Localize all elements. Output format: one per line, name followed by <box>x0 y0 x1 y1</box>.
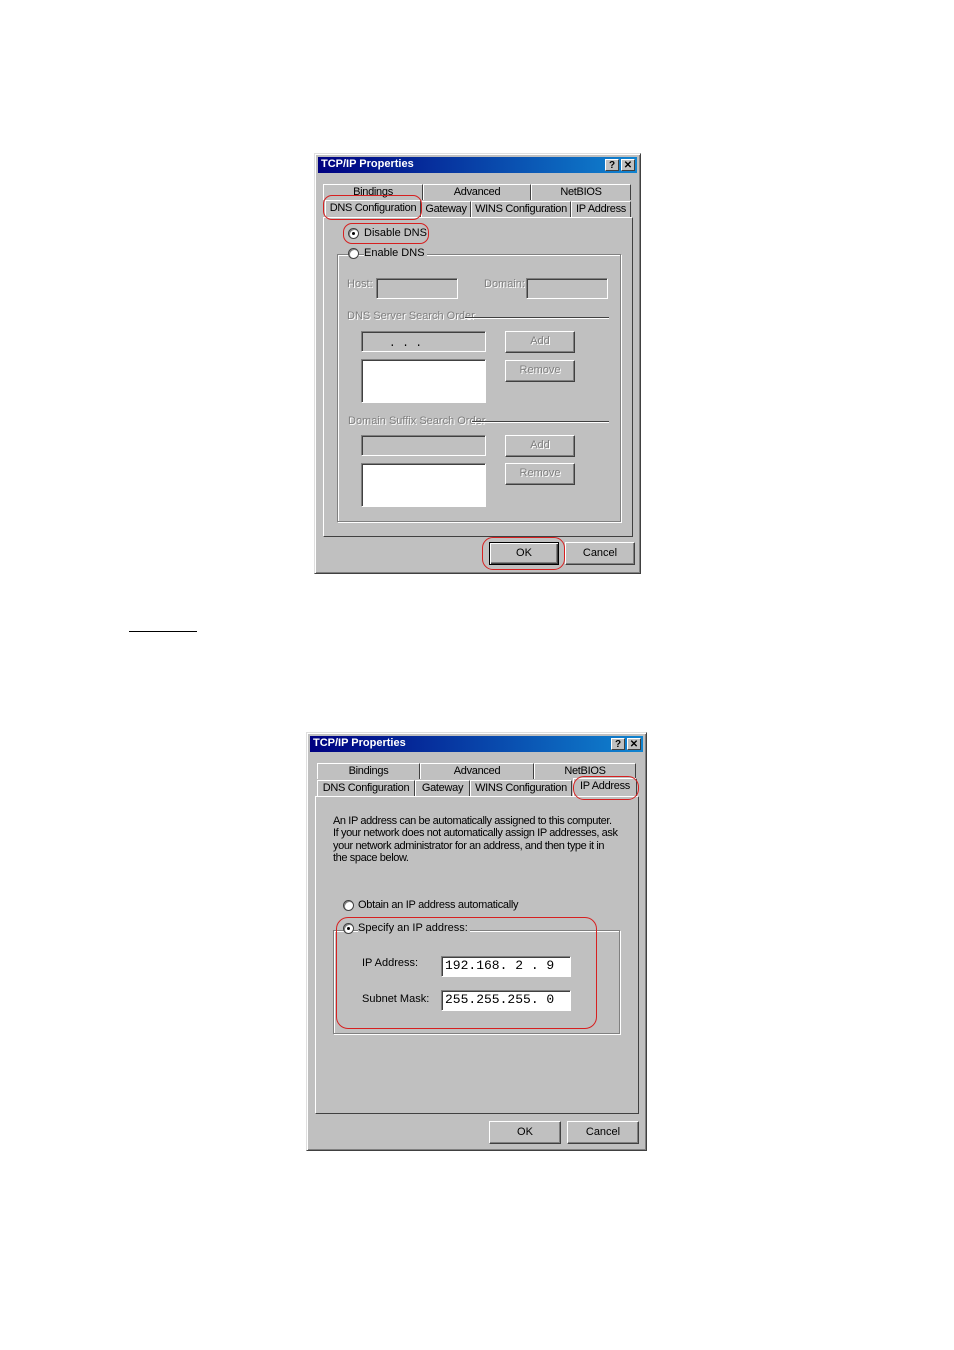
cancel-button[interactable]: Cancel <box>567 1121 639 1144</box>
description-line-1: An IP address can be automatically assigned to this computer. <box>333 815 612 827</box>
dialog-title: TCP/IP Properties <box>321 158 414 170</box>
tab-wins-configuration[interactable]: WINS Configuration <box>470 780 572 796</box>
tab-netbios[interactable]: NetBIOS <box>531 184 631 200</box>
domain-suffix-add-button[interactable]: Add <box>505 435 575 457</box>
specify-ip-label: Specify an IP address: <box>358 922 468 934</box>
tab-dns-configuration[interactable]: DNS Configuration <box>317 780 415 796</box>
tab-advanced[interactable]: Advanced <box>423 184 531 200</box>
ip-dots: . . . <box>389 338 423 350</box>
dns-server-search-order-label: DNS Server Search Order <box>347 310 475 322</box>
title-bar[interactable] <box>318 157 637 173</box>
tab-advanced[interactable]: Advanced <box>420 763 534 779</box>
ok-button[interactable]: OK <box>489 1121 561 1144</box>
tab-ip-address[interactable]: IP Address <box>571 201 631 217</box>
description-line-3: your network administrator for an address, and then type it in <box>333 840 605 852</box>
help-button[interactable]: ? <box>605 159 619 171</box>
close-button[interactable]: ✕ <box>627 738 641 750</box>
description-line-4: the space below. <box>333 852 409 864</box>
domain-suffix-input[interactable] <box>361 435 486 456</box>
specify-ip-radio[interactable] <box>343 923 354 934</box>
domain-suffix-separator <box>472 421 609 423</box>
tab-ip-address[interactable]: IP Address <box>573 778 637 797</box>
dns-server-remove-button[interactable]: Remove <box>505 360 575 382</box>
domain-suffix-list[interactable] <box>361 463 486 507</box>
subnet-mask-label: Subnet Mask: <box>362 993 430 1005</box>
domain-input[interactable] <box>526 278 608 299</box>
ip-address-input[interactable]: 192.168. 2 . 9 <box>441 956 571 977</box>
enable-dns-label: Enable DNS <box>364 247 425 259</box>
dns-server-list[interactable] <box>361 359 486 403</box>
underline-rule <box>129 631 197 632</box>
cancel-button[interactable]: Cancel <box>565 542 635 565</box>
obtain-ip-label: Obtain an IP address automatically <box>358 899 519 911</box>
disable-dns-label: Disable DNS <box>364 227 427 239</box>
tab-dns-configuration[interactable]: DNS Configuration <box>325 200 421 218</box>
close-button[interactable]: ✕ <box>621 159 635 171</box>
subnet-mask-input[interactable]: 255.255.255. 0 <box>441 990 571 1011</box>
obtain-ip-radio[interactable] <box>343 900 354 911</box>
tab-netbios[interactable]: NetBIOS <box>534 763 636 779</box>
disable-dns-radio[interactable] <box>348 228 359 239</box>
specify-ip-group <box>333 930 620 1034</box>
description-line-2: If your network does not automatically assign IP addresses, ask <box>333 827 618 839</box>
tcpip-dialog-dns <box>314 153 641 574</box>
tab-bindings[interactable]: Bindings <box>317 763 420 779</box>
title-bar[interactable] <box>310 736 643 752</box>
tcpip-dialog-ip <box>306 732 647 1151</box>
ip-address-label: IP Address: <box>362 957 419 969</box>
dns-server-add-button[interactable]: Add <box>505 331 575 353</box>
domain-label: Domain: <box>484 278 525 290</box>
domain-suffix-search-order-label: Domain Suffix Search Order <box>348 415 486 427</box>
ok-button[interactable]: OK <box>489 542 559 565</box>
dns-server-ip-input[interactable] <box>361 331 486 352</box>
domain-suffix-remove-button[interactable]: Remove <box>505 463 575 485</box>
host-input[interactable] <box>376 278 458 299</box>
host-label: Host: <box>347 278 373 290</box>
help-button[interactable]: ? <box>611 738 625 750</box>
enable-dns-radio[interactable] <box>348 248 359 259</box>
tab-gateway[interactable]: Gateway <box>415 780 470 796</box>
tab-bindings[interactable]: Bindings <box>323 184 423 200</box>
dns-server-separator <box>465 317 609 319</box>
tab-wins-configuration[interactable]: WINS Configuration <box>471 201 571 217</box>
tab-gateway[interactable]: Gateway <box>421 201 471 217</box>
dialog-title: TCP/IP Properties <box>313 737 406 749</box>
